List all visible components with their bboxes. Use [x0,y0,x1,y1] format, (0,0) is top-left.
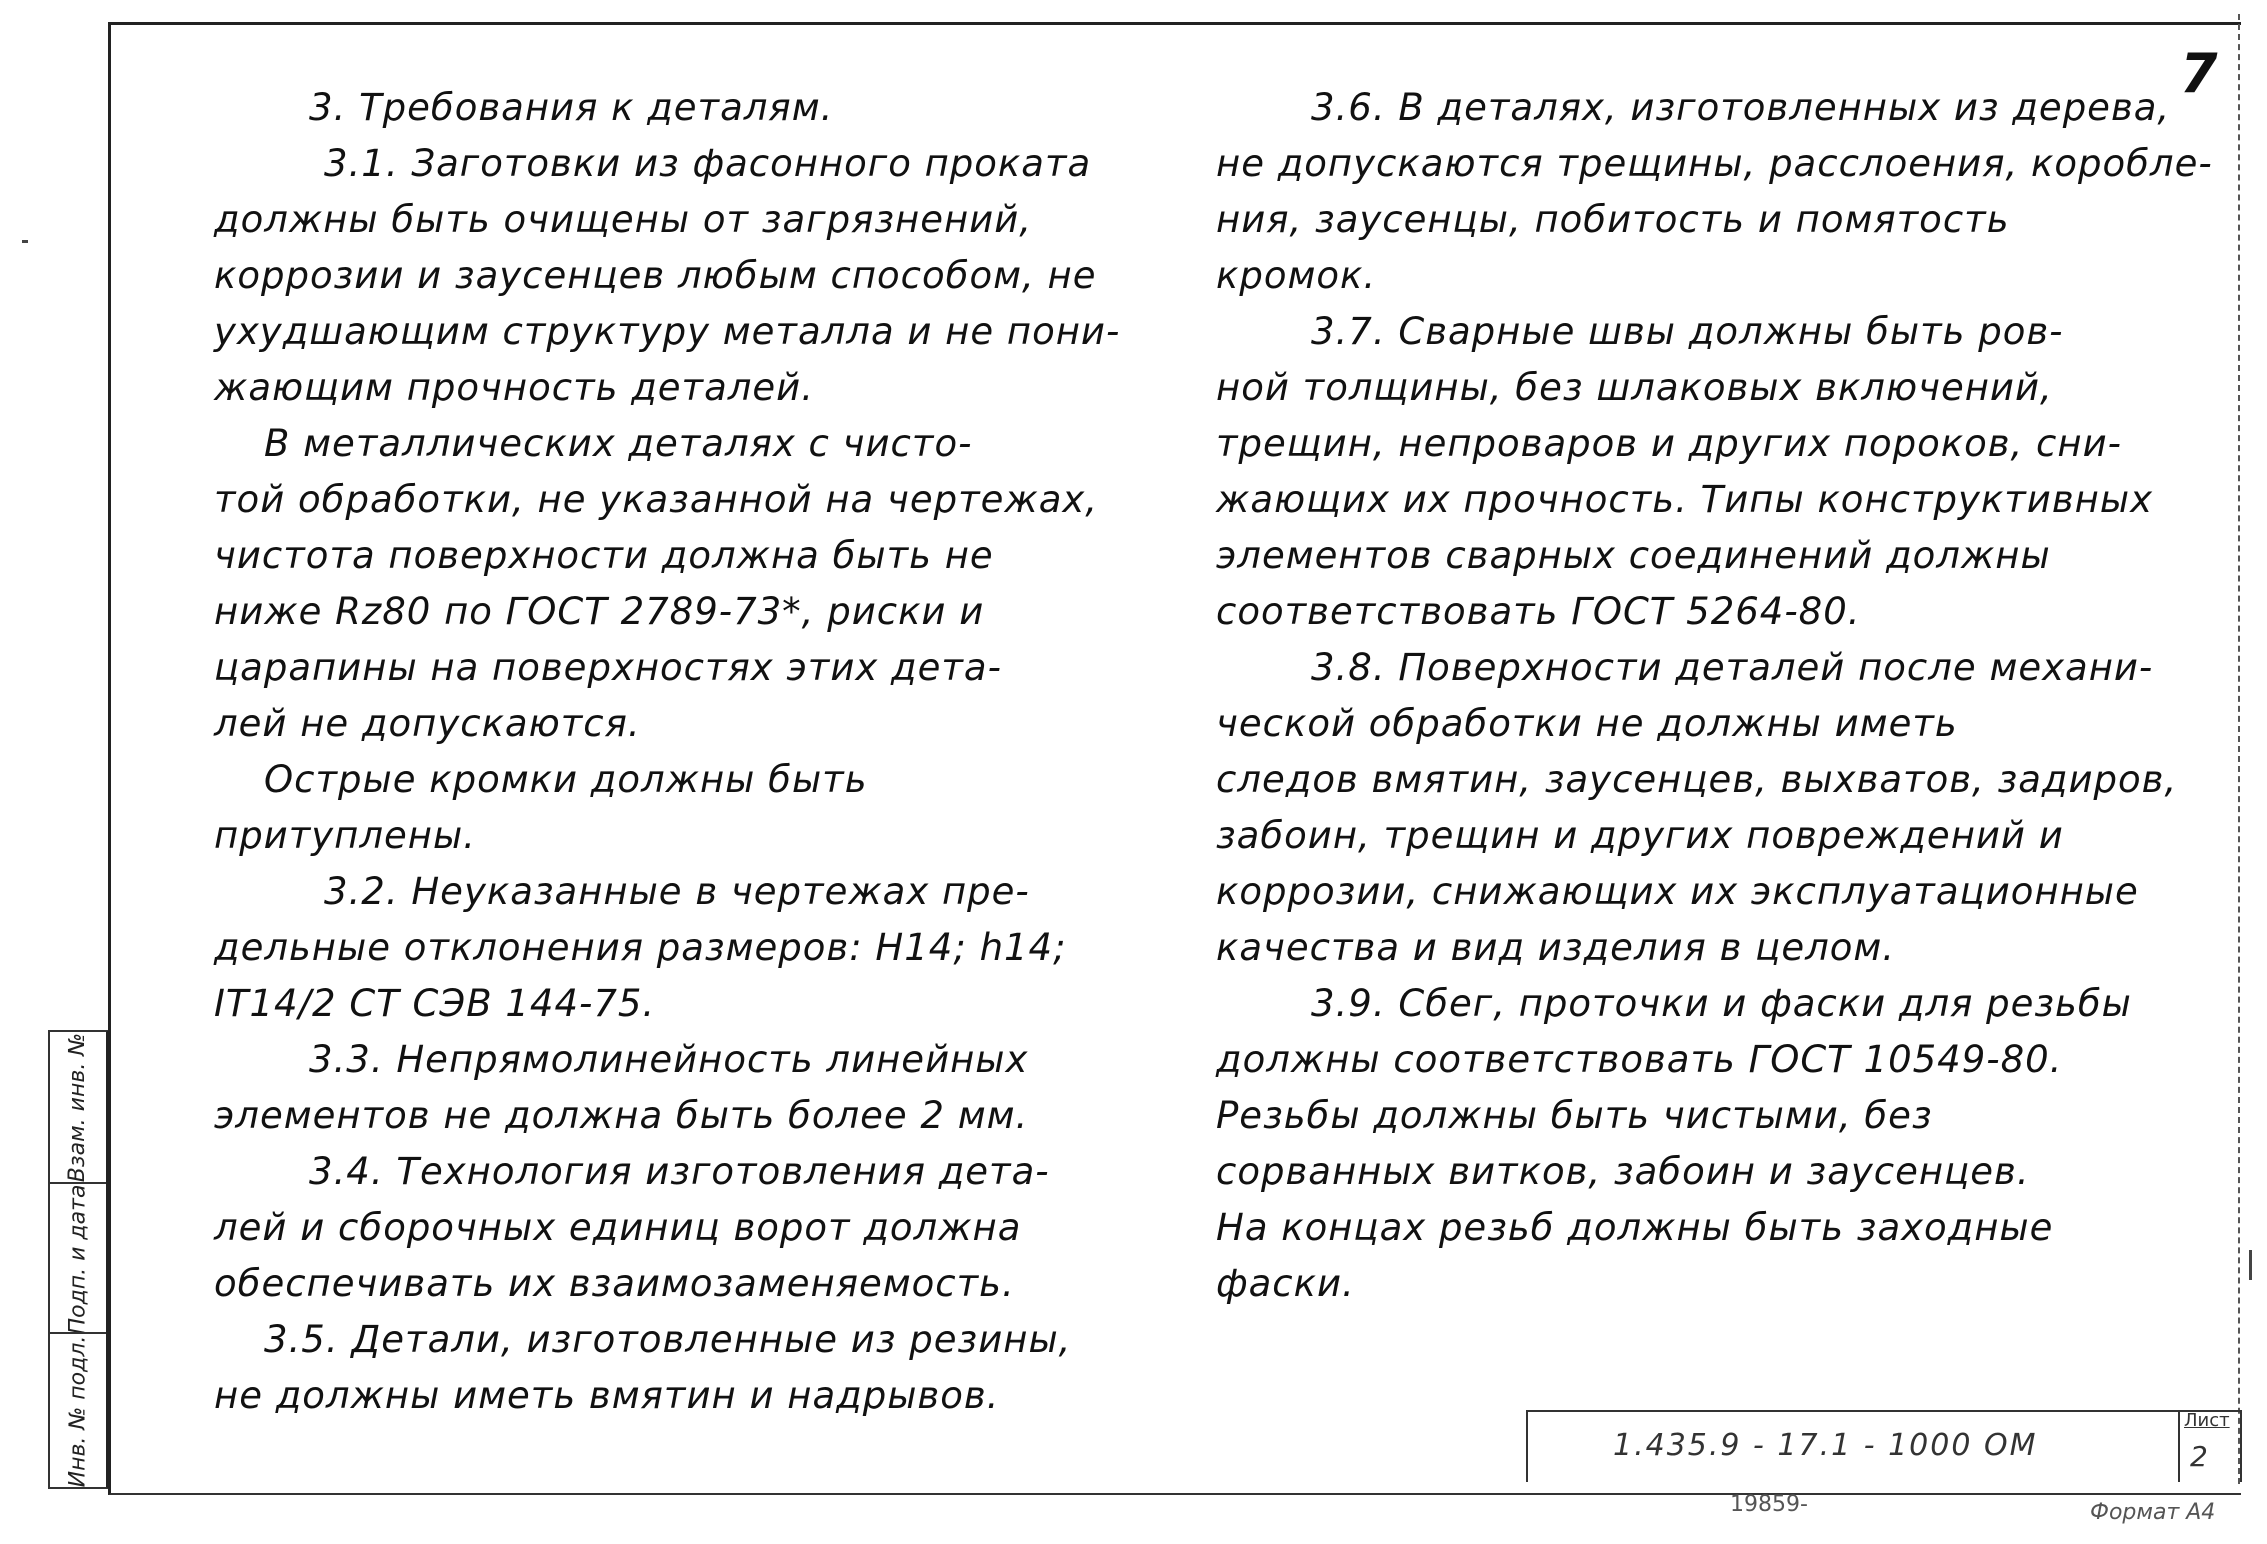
right-text-line: забоин, трещин и других повреждений и [1216,814,2064,857]
left-text-line: лей не допускаются. [214,702,641,745]
scan-mark [22,240,28,243]
binding-strip [48,1030,109,1489]
right-text-line: Резьбы должны быть чистыми, без [1216,1094,1933,1137]
left-text-line: 3.1. Заготовки из фасонного проката [324,142,1092,185]
binding-label-signature: Подп. и дата [65,1184,91,1334]
left-text-line: ниже Rz80 по ГОСТ 2789-73*, риски и [214,590,985,633]
left-text-line: чистота поверхности должна быть не [214,534,994,577]
left-text-line: обеспечивать их взаимозаменяемость. [214,1262,1015,1305]
sheet-value: 2 [2190,1440,2208,1473]
left-text-line: должны быть очищены от загрязнений, [214,198,1032,241]
binding-cell-replacement [50,1032,106,1182]
binding-label-inventory: Инв. № подл. [65,1335,91,1488]
sheet-number: 7 [2180,42,2218,105]
sheet-label: Лист [2184,1410,2230,1431]
right-text-line: элементов сварных соединений должны [1216,534,2051,577]
right-text-line: 3.6. В деталях, изготовленных из дерева, [1311,86,2171,129]
right-text-line: 3.9. Сбег, проточки и фаски для резьбы [1311,982,2132,1025]
format-label: Формат А4 [2090,1500,2216,1525]
right-text-line: кромок. [1216,254,1377,297]
right-text-line: 3.8. Поверхности деталей после механи- [1311,646,2154,689]
right-text-line: ческой обработки не должны иметь [1216,702,1958,745]
right-text-line: ния, заусенцы, побитость и помятость [1216,198,2010,241]
right-text-column [1216,80,2213,1312]
left-text-line: притуплены. [214,814,476,857]
right-text-line: должны соответствовать ГОСТ 10549-80. [1216,1038,2063,1081]
left-text-line: 3.3. Непрямолинейность линейных [309,1038,1029,1081]
left-text-column [214,80,1121,1424]
left-text-line: 3. Требования к деталям. [309,86,834,129]
title-block-divider [2178,1412,2180,1482]
right-text-line: фаски. [1216,1262,1355,1305]
left-text-line: 3.4. Технология изготовления дета- [309,1150,1050,1193]
frame-right-edge [2238,14,2240,1484]
document-code: 1.435.9 - 17.1 - 1000 ОМ [1613,1428,2038,1463]
left-text-line: ухудшающим структуру металла и не пони- [214,310,1121,353]
inventory-number: 19859- [1730,1492,1808,1517]
right-text-line: 3.7. Сварные швы должны быть ров- [1311,310,2064,353]
binding-label-replacement: Взам. инв. № [65,1032,91,1182]
binding-cell-inventory [50,1332,106,1489]
left-text-line: 3.2. Неуказанные в чертежах пре- [324,870,1030,913]
title-block [1526,1410,2242,1482]
left-text-line: элементов не должна быть более 2 мм. [214,1094,1029,1137]
left-text-line: В металлических деталях с чисто- [264,422,973,465]
left-text-line: Острые кромки должны быть [264,758,868,801]
right-text-line: ной толщины, без шлаковых включений, [1216,366,2053,409]
left-text-line: коррозии и заусенцев любым способом, не [214,254,1097,297]
left-text-line: дельные отклонения размеров: Н14; h14; [214,926,1067,969]
right-text-line: коррозии, снижающих их эксплуатационные [1216,870,2139,913]
right-text-line: жающих их прочность. Типы конструктивных [1216,478,2153,521]
left-text-line: лей и сборочных единиц ворот должна [214,1206,1022,1249]
left-text-line: жающим прочность деталей. [214,366,814,409]
left-text-line: IT14/2 СТ СЭВ 144-75. [214,982,656,1025]
scan-mark [2249,1250,2252,1280]
right-text-line: трещин, непроваров и других пороков, сни- [1216,422,2122,465]
right-text-line: На концах резьб должны быть заходные [1216,1206,2054,1249]
right-text-line: следов вмятин, заусенцев, выхватов, задиров, [1216,758,2178,801]
right-text-line: не допускаются трещины, расслоения, коробле- [1216,142,2213,185]
right-text-line: соответствовать ГОСТ 5264-80. [1216,590,1861,633]
right-text-line: сорванных витков, забоин и заусенцев. [1216,1150,2030,1193]
right-text-line: качества и вид изделия в целом. [1216,926,1896,969]
left-text-line: той обработки, не указанной на чертежах, [214,478,1099,521]
left-text-line: не должны иметь вмятин и надрывов. [214,1374,1000,1417]
left-text-line: 3.5. Детали, изготовленные из резины, [264,1318,1072,1361]
binding-cell-signature [50,1182,106,1334]
left-text-line: царапины на поверхностях этих дета- [214,646,1002,689]
